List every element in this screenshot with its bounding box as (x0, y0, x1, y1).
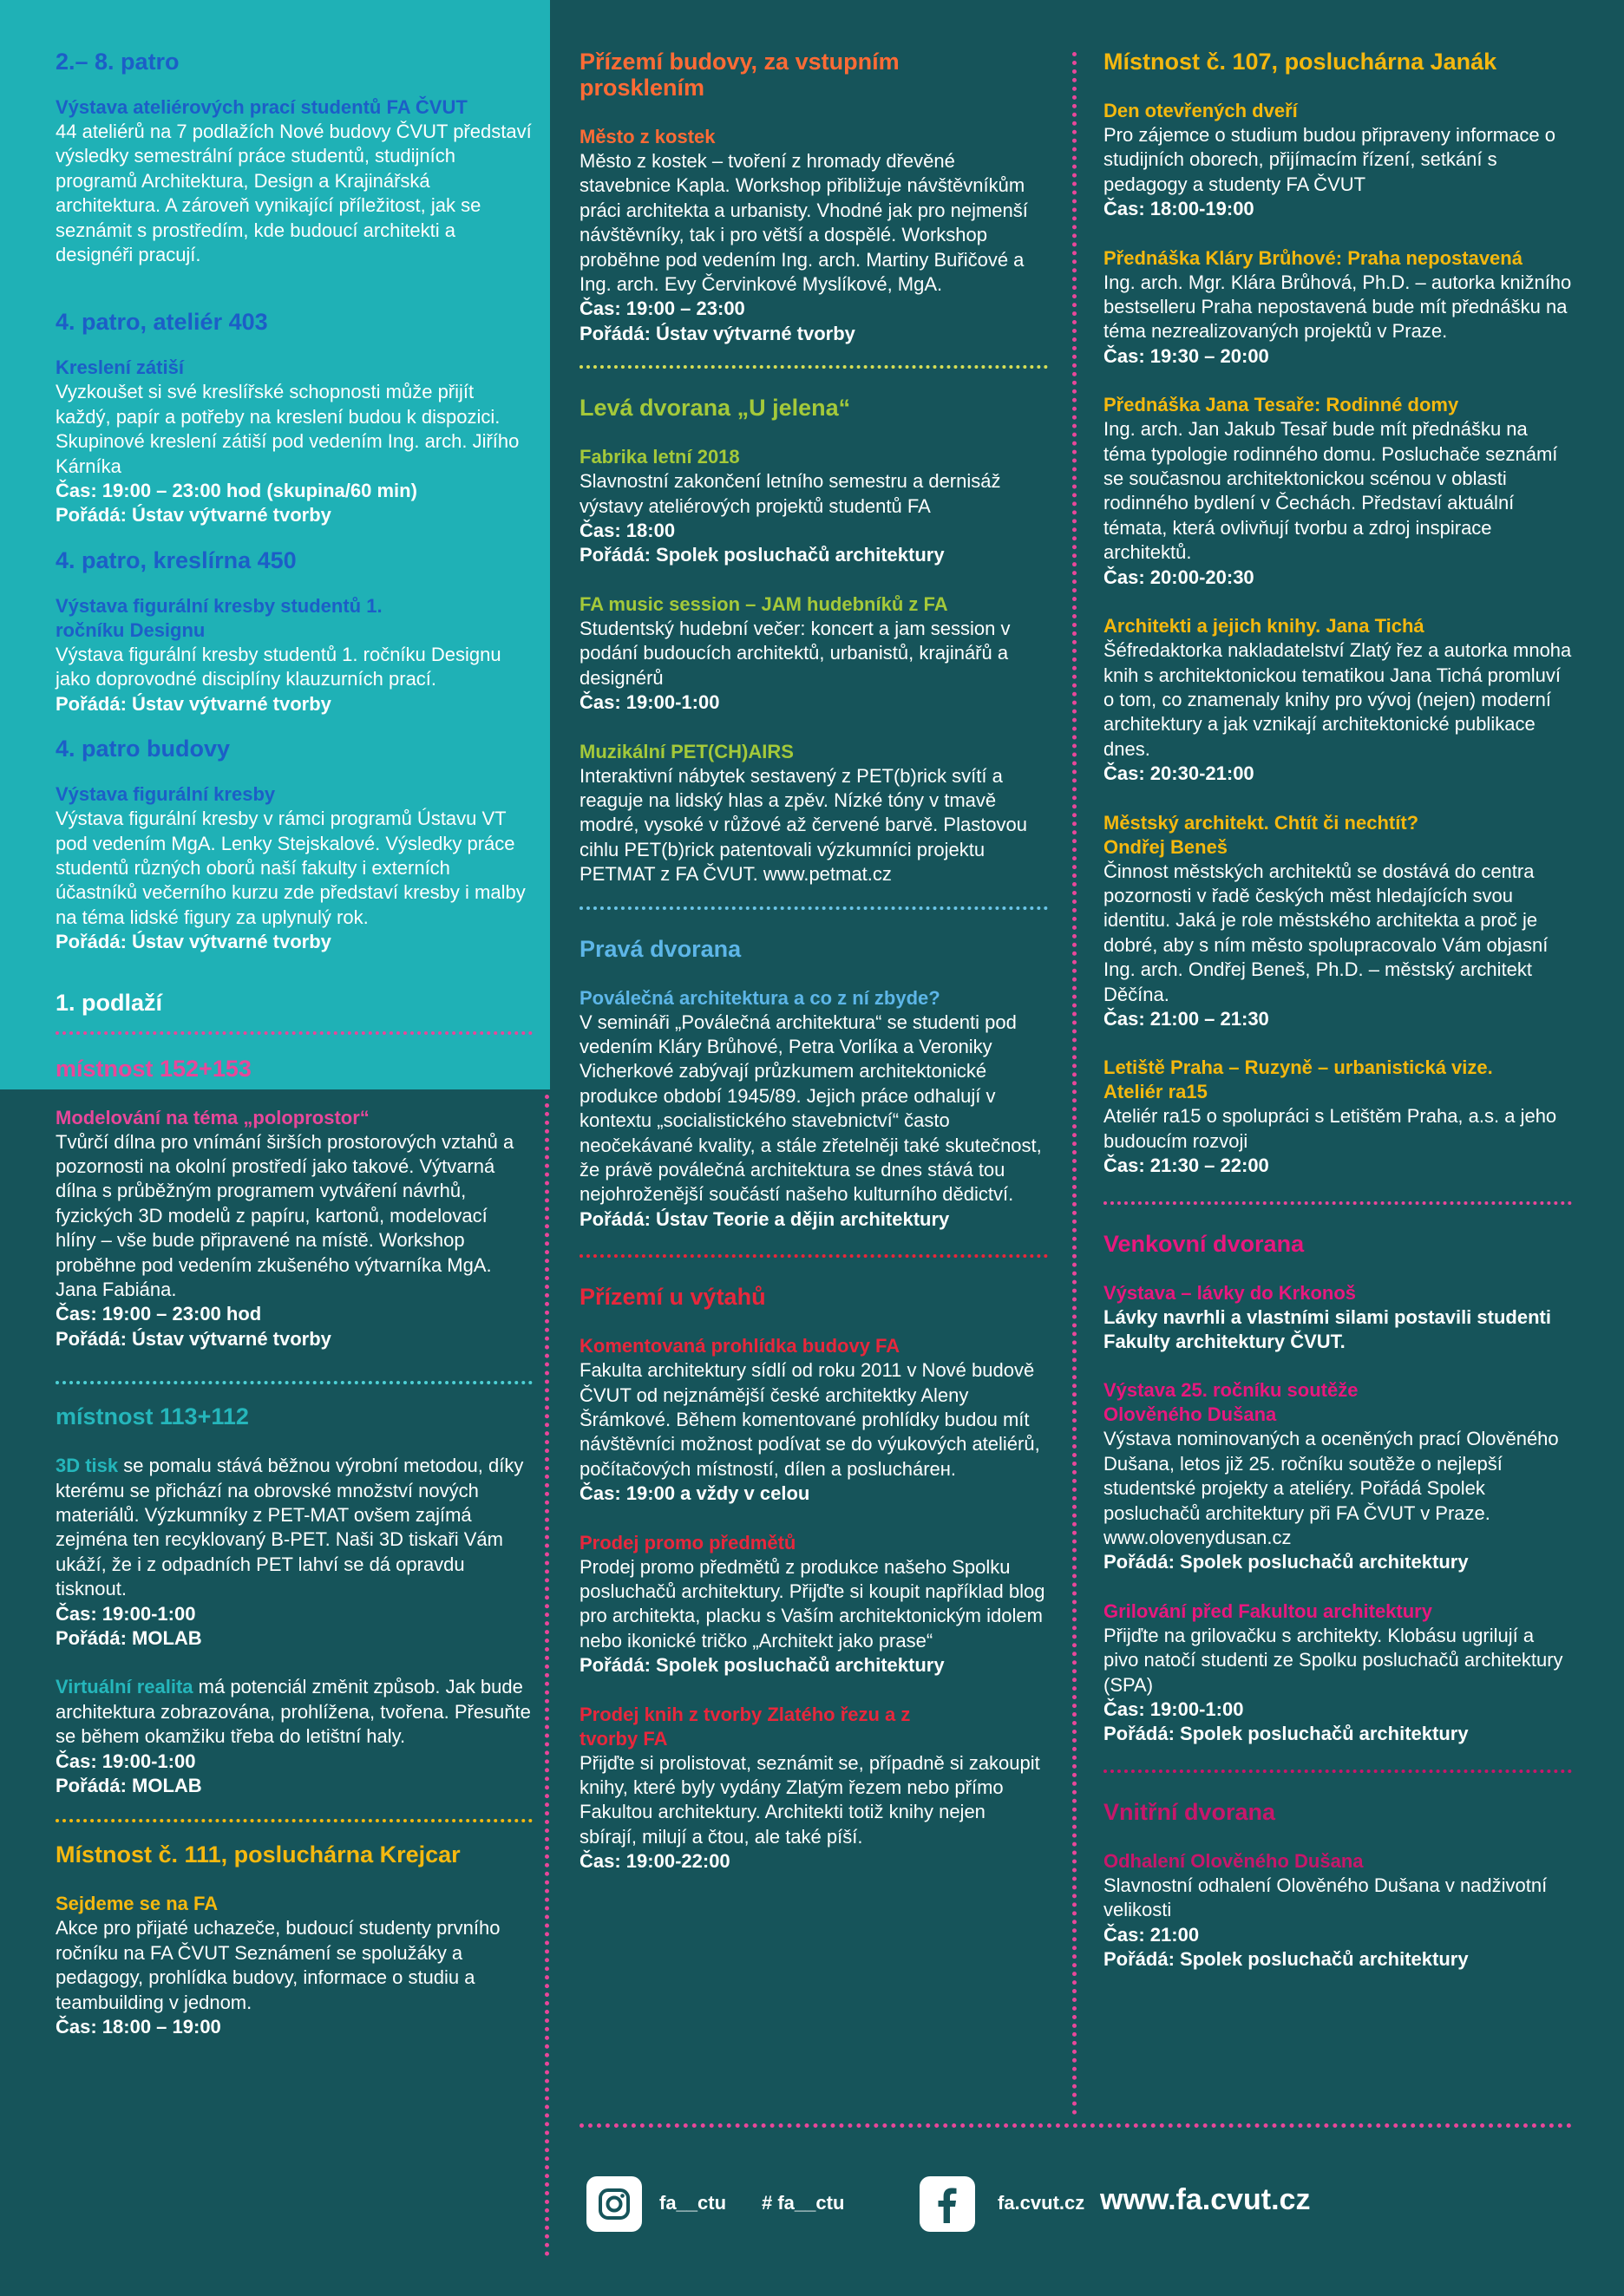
item-body: Slavnostní odhalení Olověného Dušana v nadživotní velikosti (1103, 1874, 1548, 1921)
item-body: Akce pro přijaté uchazeče, budoucí studenty prvního ročníku na FA ČVUT Seznámení se spolužáky a pedagogy, prohlídka budovy, informace o studiu a teambuilding v jednom. (56, 1917, 501, 2013)
item-time: Čas: 19:00 – 23:00 (580, 298, 745, 320)
item-body: V semináři „Poválečná architektura“ se studenti pod vedením Kláry Brůhové, Petra Vorlíka a Veroniky Vicherkové zabývají průzkumem architektonické produkce období 1945/89. Jejich práce odhalují v kontextu „socialistického stavebnictví“ často neočekávané kvality, a stále zřetelněji také skutečnost, že právě poválečná architektura se dnes stává tou nejohroženější součástí našeho kulturního dědictví. (580, 1011, 1042, 1206)
item-title: Výstava 25. ročníku soutěže Olověného Dušana (1103, 1379, 1359, 1426)
section-heading: Přízemí u výtahů (580, 1284, 766, 1311)
item-body: Pro zájemce o studium budou připraveny informace o studijních oborech, přijímacím řízení, setkání s pedagogy a studenty FA ČVUT (1103, 124, 1555, 195)
item-time: Čas: 21:00 – 21:30 (1103, 1007, 1269, 1030)
item-body: Vyzkoušet si své kreslířské schopnosti může přijít každý, papír a potřeby na kreslení budou k dispozici. Skupinové kreslení zátiší pod vedením Ing. arch. Jiřího Kárníka (56, 381, 520, 477)
column-3 (1103, 49, 1572, 2002)
item-body: Fakulta architektury sídlí od roku 2011 v Nové budově ČVUT od nejznámější české architektky Aleny Šrámkové. Během komentované prohlídky budou mít návštěvníci možnost podívat se do výukových ateliérů, počítačových místností, dílen a posluchárен. (580, 1359, 1040, 1480)
item-time: Čas: 21:30 – 22:00 (1103, 1155, 1269, 1177)
item-time: Čas: 19:30 – 20:00 (1103, 344, 1269, 367)
item-time: Čas: 19:00 a vždy v celou (580, 1482, 810, 1505)
item-body: Přijďte si prolistovat, seznámit se, případně si zakoupit knihy, které byly vydány Zlatým řezem nebo přímo Fakultou architektury. Architekti totiž knihy nejen sbírají, milují a čtou, ale také píší. (580, 1751, 1040, 1848)
item-body: Studentský hudební večer: koncert a jam session v podání budoucích architektů, urbanistů, krajinářů a designérů (580, 617, 1011, 689)
item-title: Výstava figurální kresby (56, 783, 276, 806)
item-organizer: Pořádá: MOLAB (56, 1775, 202, 1797)
item-title: Muzikální PET(CH)AIRS (580, 740, 794, 762)
dotted-separator (56, 1031, 533, 1035)
item-organizer: Pořádá: Spolek posluchačů architektury (580, 544, 945, 566)
section-heading: 4. patro, ateliér 403 (56, 309, 268, 336)
item-organizer: Pořádá: Spolek posluchačů architektury (1103, 1723, 1469, 1745)
dotted-separator (580, 365, 1048, 369)
item-title: Komentovaná prohlídka budovy FA (580, 1335, 900, 1357)
item-text: má potenciál změnit způsob. Jak bude architektura zobrazována, prohlížena, tvořena. Přesuňte se během okamžiku třeba do letištní haly. (56, 1676, 531, 1748)
item-time: Čas: 20:00-20:30 (1103, 566, 1254, 588)
item-title: Fabrika letní 2018 (580, 446, 740, 468)
item-title: Architekti a jejich knihy. Jana Tichá (1103, 615, 1424, 638)
item-body: Prodej promo předmětů z produkce našeho Spolku posluchačů architektury. Přijďte si koupit například blog pro architekta, placku s Vaším architektonickým idolem nebo ikonické tričko „Architekt jako prase“ (580, 1555, 1045, 1652)
section-heading: Místnost č. 111, posluchárna Krejcar (56, 1841, 461, 1868)
divider-left (545, 1095, 549, 2257)
footer-dotted-line (580, 2123, 1572, 2128)
item-body: Činnost městských architektů se dostává do centra pozornosti v řadě českých měst hledajících svou identitu. Jaká je role městského architekta a proč je dobré, aby s ním město spolupracovalo Vám objasní Ing. arch. Ondřej Beneš, Ph.D. – městský architekt Děčína. (1103, 860, 1549, 1005)
item-title: Městský architekt. Chtít či nechtít? Ondřej Beneš (1103, 811, 1419, 858)
section-heading: Přízemí budovy, za vstupním prosklením (580, 49, 900, 101)
item-text: se pomalu stává běžnou výrobní metodou, díky kterému se přichází na obrovské množství nových materiálů. Výzkumníky z PET-MAT ovšem zajímá zejména ten recyklovaný B-PET. Naši 3D tiskaři Vám ukáží, že i z odpadních PET lahví se dá opravdu tisknout. (56, 1455, 524, 1600)
item-title: Přednáška Kláry Brůhové: Praha nepostavená (1103, 246, 1522, 269)
item-title: Den otevřených dveří (1103, 100, 1298, 121)
item-time: Čas: 18:00 (580, 520, 676, 542)
item-title: Prodej knih z tvorby Zlatého řezu a z tvorby FA (580, 1703, 911, 1750)
section-heading: Vnitřní dvorana (1103, 1798, 1276, 1825)
item-title: Výstava ateliérových prací studentů FA ČVUT (56, 96, 468, 118)
column-2 (580, 49, 1048, 1904)
facebook-icon[interactable] (920, 2176, 975, 2232)
instagram-icon[interactable] (586, 2176, 642, 2232)
section-heading: Venkovní dvorana (1103, 1230, 1305, 1257)
section-heading: Pravá dvorana (580, 935, 742, 962)
divider-mid (1072, 52, 1077, 2116)
item-body: Výstava nominovaných a oceněných prací Olověného Dušana, letos již 25. ročníku soutěže o nejlepší studentské projekty a ateliéry. Pořádá Spolek posluchačů architektury při FA ČVUT v Praze. www.olovenydusan.cz (1103, 1428, 1559, 1549)
item-time: Čas: 19:00-22:00 (580, 1850, 730, 1873)
section-heading: 4. patro budovy (56, 736, 231, 762)
item-lead: Virtuální realita (56, 1676, 193, 1698)
item-time: Čas: 19:00 – 23:00 hod (56, 1303, 262, 1325)
floor-heading: 1. podlaží (56, 989, 163, 1016)
item-body: Ing. arch. Jan Jakub Tesař bude mít přednášku na téma typologie rodinného domu. Posluchače seznámí se současnou architektonickou scénou v oblasti rodinného bydlení v Čechách. Představí aktuální témata, která ovlivňují tvorbu a zdroj inspirace architektů. (1103, 418, 1558, 564)
item-organizer: Pořádá: Spolek posluchačů architektury (1103, 1948, 1469, 1971)
footer (586, 2176, 1575, 2237)
section-heading: Místnost č. 107, posluchárna Janák (1103, 49, 1497, 75)
item-time: Čas: 19:00-1:00 (580, 691, 720, 714)
item-organizer: Pořádá: Ústav výtvarné tvorby (56, 504, 331, 527)
item-body: 44 ateliérů na 7 podlažích Nové budovy ČVUT představí výsledky semestrální práce studentů, studijních programů Architektura, Design a Krajinářská architektura. A zároveň vynikající příležitost, jak se seznámit s prostředím, kde budoucí architekti a designéři pracují. (56, 121, 532, 266)
item-time: Čas: 21:00 (1103, 1923, 1200, 1946)
item-organizer: Pořádá: MOLAB (56, 1627, 202, 1650)
hashtag: # fa__ctu (762, 2192, 845, 2214)
section-heading: 4. patro, kreslírna 450 (56, 546, 297, 573)
item-title: Město z kostek (580, 126, 716, 147)
item-time: Čas: 18:00 – 19:00 (56, 2016, 221, 2038)
item-body: Výstava figurální kresby studentů 1. ročníku Designu jako doprovodné disciplíny klauzurních prací. (56, 643, 501, 690)
item-organizer: Pořádá: Ústav výtvarné tvorby (580, 322, 855, 344)
item-organizer: Pořádá: Spolek posluchačů architektury (580, 1654, 945, 1677)
item-body: Ing. arch. Mgr. Klára Brůhová, Ph.D. – autorka knižního bestselleru Praha nepostavená bude mít přednášku na téma nezrealizovaných projektů v Praze. (1103, 271, 1572, 343)
item-body: Město z kostek – tvoření z hromady dřevěné stavebnice Kapla. Workshop přibližuje návštěvníkům práci architekta a urbanisty. Vhodné jak pro nejmenší návštěvníky, tak i pro větší a dospělé. Workshop proběhne pod vedením Ing. arch. Martiny Buřičové a Ing. arch. Evy Červinkové Myslíkové, MgA. (580, 150, 1028, 296)
item-organizer: Pořádá: Spolek posluchačů architektury (1103, 1551, 1469, 1573)
item-title: Modelování na téma „poloprostor“ (56, 1106, 370, 1128)
column-1 (56, 49, 533, 2070)
item-body (56, 1675, 533, 1749)
item-body: Lávky navrhli a vlastními silami postavili studenti Fakulty architektury ČVUT. (1103, 1305, 1551, 1352)
item-body: Slavnostní zakončení letního semestru a dernisáž výstavy ateliérových projektů studentů FA (580, 470, 1001, 517)
item-body: Interaktivní nábytek sestavený z PET(b)rick svítí a reaguje na lidský hlas a zpěv. Nízké tóny v tmavě modré, vysoké v růžové až červené barvě. Plastovou cihlu PET(b)rick patentovali výzkumníci projektu PETMAT z FA ČVUT. www.petmat.cz (580, 764, 1028, 886)
item-body: Výstava figurální kresby v rámci programů Ústavu VT pod vedením MgA. Lenky Stejskalové. Výsledky práce studentů různých oborů naší fakulty i externích účastníků večerního kurzu zde představí kresby i malby na téma lidské figury za uplynulý rok. (56, 808, 526, 928)
item-body: Šéfredaktorka nakladatelství Zlatý řez a autorka mnoha knih s architektonickou tematikou Jana Tichá promluví o tom, co znamenaly knihy pro vývoj (nejen) moderní architektury a jak vznikají architektonické publikace dnes. (1103, 639, 1572, 760)
website-link[interactable]: www.fa.cvut.cz (1100, 2183, 1311, 2216)
item-title: Výstava figurální kresby studentů 1. ročníku Designu (56, 594, 383, 641)
item-title: Letiště Praha – Ruzyně – urbanistická vize. Ateliér ra15 (1103, 1056, 1493, 1103)
item-title: Prodej promo předmětů (580, 1531, 796, 1554)
item-organizer: Pořádá: Ústav Teorie a dějin architektury (580, 1207, 950, 1230)
section-heading: místnost 113+112 (56, 1403, 249, 1430)
facebook-handle[interactable]: fa.cvut.cz (998, 2192, 1085, 2214)
dotted-separator (580, 1254, 1048, 1258)
item-title: FA music session – JAM hudebníků z FA (580, 592, 948, 615)
dotted-separator (1103, 1201, 1572, 1205)
item-organizer: Pořádá: Ústav výtvarné tvorby (56, 1327, 331, 1350)
item-time: Čas: 19:00 – 23:00 hod (skupina/60 min) (56, 480, 417, 502)
dotted-separator (580, 906, 1048, 910)
item-organizer: Pořádá: Ústav výtvarné tvorby (56, 692, 331, 715)
item-body (56, 1454, 533, 1601)
item-time: Čas: 19:00-1:00 (1103, 1698, 1244, 1721)
item-title: Grilování před Fakultou architektury (1103, 1599, 1432, 1622)
section-heading: místnost 152+153 (56, 1055, 252, 1082)
item-body: Přijďte na grilovačku s architekty. Klobásu ugrilují a pivo natočí studenti ze Spolku posluchačů architektury (SPA) (1103, 1624, 1563, 1696)
item-title: Sejdeme se na FA (56, 1893, 219, 1915)
item-organizer: Pořádá: Ústav výtvarné tvorby (56, 931, 331, 953)
dotted-separator (56, 1819, 533, 1822)
dotted-separator (1103, 1769, 1572, 1773)
item-time: Čas: 18:00-19:00 (1103, 198, 1254, 220)
item-title: Výstava – lávky do Krkonoš (1103, 1281, 1357, 1304)
item-lead: 3D tisk (56, 1455, 119, 1477)
item-title: Odhalení Olověného Dušana (1103, 1849, 1364, 1872)
item-time: Čas: 19:00-1:00 (56, 1750, 196, 1772)
item-title: Přednáška Jana Tesaře: Rodinné domy (1103, 394, 1459, 416)
item-title: Poválečná architektura a co z ní zbyde? (580, 986, 940, 1009)
item-title: Kreslení zátiší (56, 357, 184, 379)
instagram-handle[interactable]: fa__ctu (659, 2192, 727, 2214)
section-heading: Levá dvorana „U jelena“ (580, 395, 851, 422)
section-heading: 2.– 8. patro (56, 49, 180, 75)
dotted-separator (56, 1381, 533, 1384)
item-time: Čas: 19:00-1:00 (56, 1602, 196, 1625)
item-body: Tvůrčí dílna pro vnímání širších prostorových vztahů a pozornosti na okolní prostředí jako takové. Výtvarná dílna s průběžným programem vytváření návrhů, fyzických 3D modelů z papíru, kartonů, modelovací hlíny – vše bude připravené na místě. Workshop proběhne pod vedením zkušeného výtvarníka MgA. Jana Fabiána. (56, 1130, 514, 1300)
item-time: Čas: 20:30-21:00 (1103, 762, 1254, 785)
item-body: Ateliér ra15 o spolupráci s Letištěm Praha, a.s. a jeho budoucím rozvoji (1103, 1105, 1557, 1152)
